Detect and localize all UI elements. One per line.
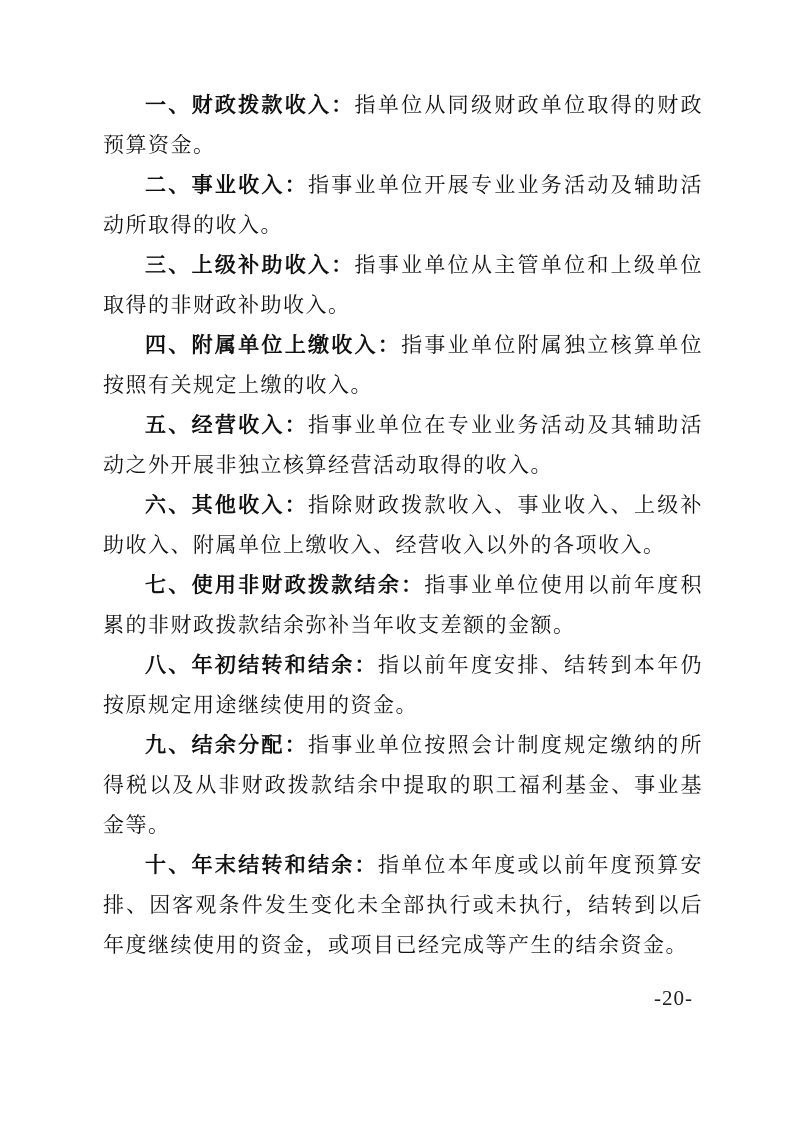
page-number: -20-: [654, 986, 693, 1010]
definition-text: 指单位本年度或以前年度预算安排、因客观条件发生变化未全部执行或未执行，结转到以后年度继续使用的资金，或项目已经完成等产生的结余资金。: [103, 853, 704, 957]
term-label: 九、结余分配：: [145, 733, 308, 757]
definition-text: 指以前年度安排、结转到本年仍按原规定用途继续使用的资金。: [103, 653, 704, 717]
definition-text: 指除财政拨款收入、事业收入、上级补助收入、附属单位上缴收入、经营收入以外的各项收入。: [103, 493, 704, 557]
definition-paragraph: [103, 245, 703, 325]
term-label: 二、事业收入：: [145, 173, 308, 197]
definition-paragraph: [103, 325, 703, 405]
definition-paragraph: [103, 165, 703, 245]
term-label: 三、上级补助收入：: [145, 253, 355, 277]
term-label: 五、经营收入：: [145, 413, 308, 437]
definition-text: 指事业单位在专业业务活动及其辅助活动之外开展非独立核算经营活动取得的收入。: [103, 413, 704, 477]
definition-paragraph: [103, 725, 703, 845]
definition-text: 指单位从同级财政单位取得的财政预算资金。: [103, 93, 704, 157]
definition-text: 指事业单位从主管单位和上级单位取得的非财政补助收入。: [103, 253, 704, 317]
definition-paragraph: [103, 85, 703, 165]
term-label: 四、附属单位上缴收入：: [145, 333, 402, 357]
definitions-text-block: [103, 85, 703, 965]
definition-text: 指事业单位使用以前年度积累的非财政拨款结余弥补当年收支差额的金额。: [103, 573, 703, 637]
term-label: 八、年初结转和结余：: [145, 653, 378, 677]
definition-paragraph: [103, 485, 703, 565]
definition-text: 指事业单位开展专业业务活动及辅助活动所取得的收入。: [103, 173, 704, 237]
definition-paragraph: [103, 565, 703, 645]
definition-text: 指事业单位按照会计制度规定缴纳的所得税以及从非财政拨款结余中提取的职工福利基金、事业基金等。: [103, 733, 704, 837]
definition-text: 指事业单位附属独立核算单位按照有关规定上缴的收入。: [103, 333, 703, 397]
definition-paragraph: [103, 845, 703, 965]
term-label: 十、年末结转和结余：: [145, 853, 378, 877]
definition-paragraph: [103, 405, 703, 485]
term-label: 六、其他收入：: [145, 493, 308, 517]
definition-paragraph: [103, 645, 703, 725]
term-label: 七、使用非财政拨款结余：: [145, 573, 425, 597]
term-label: 一、财政拨款收入：: [145, 93, 355, 117]
